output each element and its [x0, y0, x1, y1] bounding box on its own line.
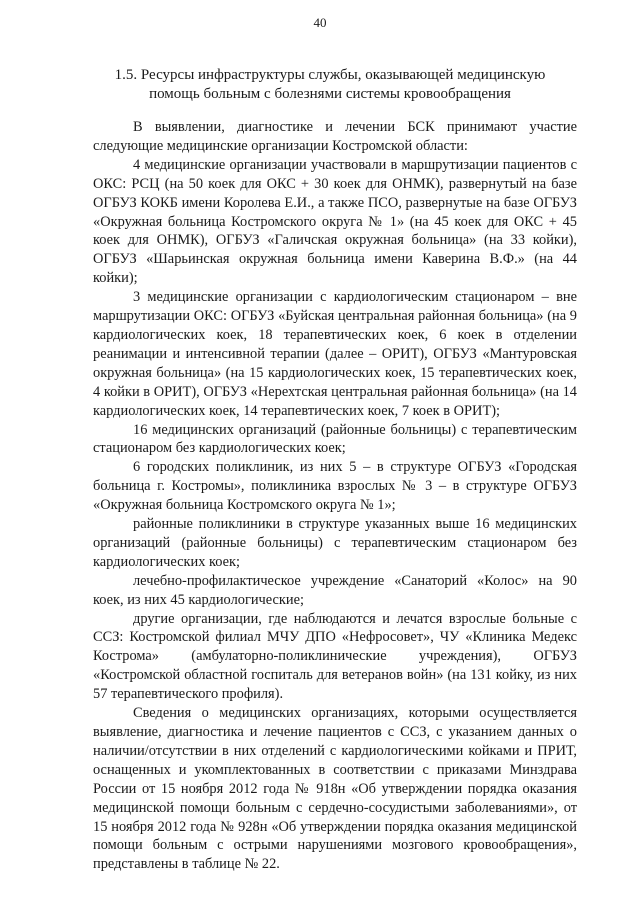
- body-text: [93, 118, 577, 874]
- page-number: 40: [313, 15, 327, 30]
- paragraph-city-polyclinics: 6 городских поликлиник, из них 5 – в структуре ОГБУЗ «Городская больница г. Костромы», поликлиника взрослых № 3 – в структуре ОГБУЗ «Окружная больница Костромского округа № 1»;: [93, 459, 577, 514]
- section-heading: [110, 66, 550, 104]
- paragraph-oks-routing: 4 медицинские организации участвовали в маршрутизации пациентов с ОКС: РСЦ (на 50 коек для ОКС + 30 коек для ОНМК), развернутый на базе ОГБУЗ КОКБ имени Королева Е.И., а также ПСО, развернутые на базе ОГБУЗ «Окружная больница Костромского округа № 1» (на 45 коек для ОКС + 45 коек для ОНМК), ОГБУЗ «Галичская окружная больница» (на 33 койки), ОГБУЗ «Шарьинская окружная больница имени Каверина В.Ф.» (на 44 койки);: [93, 156, 577, 287]
- section-heading-line-2: помощь больным с болезнями системы кровообращения: [149, 86, 511, 102]
- paragraph-district-polyclinics: районные поликлиники в структуре указанных выше 16 медицинских организаций (районные больницы) с терапевтическим стационаром без кардиологических коек;: [93, 516, 577, 570]
- section-heading-line-1: 1.5. Ресурсы инфраструктуры службы, оказывающей медицинскую: [114, 67, 546, 83]
- paragraph-district-hospitals: 16 медицинских организаций (районные больницы) с терапевтическим стационаром без кардиологических коек;: [93, 421, 577, 457]
- paragraph-sanatorium: лечебно-профилактическое учреждение «Санаторий «Колос» на 90 коек, из них 45 кардиологические;: [93, 572, 577, 608]
- paragraph-intro: В выявлении, диагностике и лечении БСК принимают участие следующие медицинские организации Костромской области:: [93, 119, 577, 154]
- paragraph-cardio-hospitals: 3 медицинские организации с кардиологическим стационаром – вне маршрутизации ОКС: ОГБУЗ «Буйская центральная районная больница» (на 9 кардиологических коек, 18 терапевтических коек, 6 коек в отделении реанимации и интенсивной терапии (далее – ОРИТ), ОГБУЗ «Мантуровская окружная больница» (на 15 кардиологических коек, 15 терапевтических коек, 4 койки в ОРИТ), ОГБУЗ «Нерехтская центральная районная больница» (на 14 кардиологических коек, 14 терапевтических коек, 7 коек в ОРИТ);: [93, 289, 577, 419]
- paragraph-other-organizations: другие организации, где наблюдаются и лечатся взрослые больные с ССЗ: Костромской филиал МЧУ ДПО «Нефросовет», ЧУ «Клиника Медекс Кострома» (амбулаторно-поликлинические учреждения), ОГБУЗ «Костромской областной госпиталь для ветеранов войн» (на 131 койку, из них 57 терапевтического профиля).: [93, 610, 577, 703]
- paragraph-table-reference: Сведения о медицинских организациях, которыми осуществляется выявление, диагностика и лечение пациентов с ССЗ, с указанием данных о наличии/отсутствии в них отделений с кардиологическими койками и ПРИТ, оснащенных и укомплектованных в соответствии с приказами Минздрава России от 15 ноября 2012 года № 918н «Об утверждении порядка оказания медицинской помощи больным с сердечно-сосудистыми заболеваниями», от 15 ноября 2012 года № 928н «Об утверждении порядка оказания медицинской помощи больным с острыми нарушениями мозгового кровообращения», представлены в таблице № 22.: [93, 705, 577, 873]
